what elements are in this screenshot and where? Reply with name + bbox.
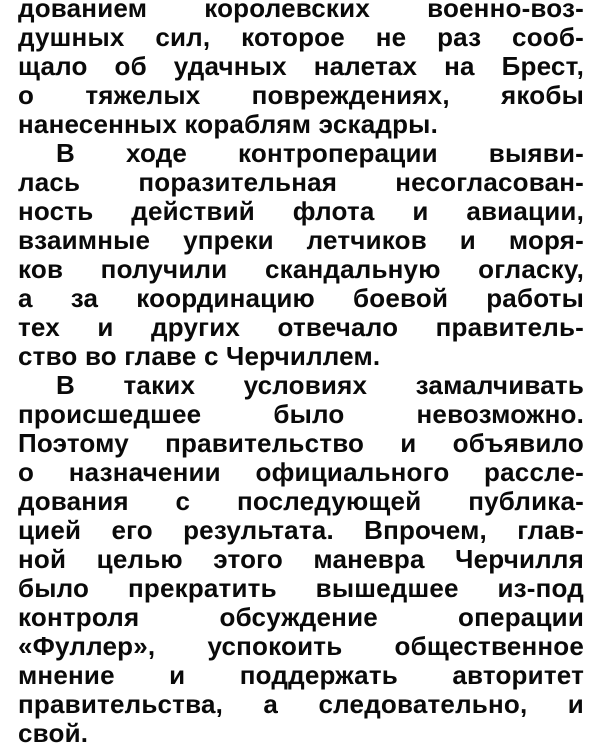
text-line: В таких условиях замалчивать — [56, 371, 584, 400]
text-line: дованием королевских военно-воз- — [18, 0, 584, 23]
text-line: ство во главе с Черчиллем. — [18, 342, 381, 371]
text-line: контроля обсуждение операции — [18, 603, 584, 632]
text-line: ной целью этого маневра Черчилля — [18, 545, 584, 574]
paragraph-2 — [0, 139, 600, 371]
text-line: ков получили скандальную огласку, — [18, 255, 584, 284]
text-line: о тяжелых повреждениях, якобы — [18, 81, 584, 110]
text-line: ность действий флота и авиации, — [18, 197, 584, 226]
text-line: взаимные упреки летчиков и моря- — [18, 226, 584, 255]
text-line: тех и других отвечало правитель- — [18, 313, 584, 342]
text-line: происшедшее было невозможно. — [18, 400, 584, 429]
text-line: душных сил, которое не раз сооб- — [18, 23, 584, 52]
text-line: щало об удачных налетах на Брест, — [18, 52, 584, 81]
paragraph-3 — [0, 371, 600, 748]
text-line: «Фуллер», успокоить общественное — [18, 632, 584, 661]
text-line: правительства, а следовательно, и — [18, 690, 584, 719]
text-line: цией его результата. Впрочем, глав- — [18, 516, 584, 545]
text-line: свой. — [18, 719, 89, 748]
text-line: было прекратить вышедшее из-под — [18, 574, 584, 603]
text-line: дования с последующей публика- — [18, 487, 584, 516]
text-line: лась поразительная несогласован- — [18, 168, 584, 197]
text-line: а за координацию боевой работы — [18, 284, 584, 313]
text-line: Поэтому правительство и объявило — [18, 429, 584, 458]
text-line: о назначении официального рассле- — [18, 458, 584, 487]
text-line: нанесенных кораблям эскадры. — [18, 110, 439, 139]
text-line: мнение и поддержать авторитет — [18, 661, 584, 690]
paragraph-1 — [0, 0, 600, 139]
text-line: В ходе контроперации выяви- — [56, 139, 584, 168]
